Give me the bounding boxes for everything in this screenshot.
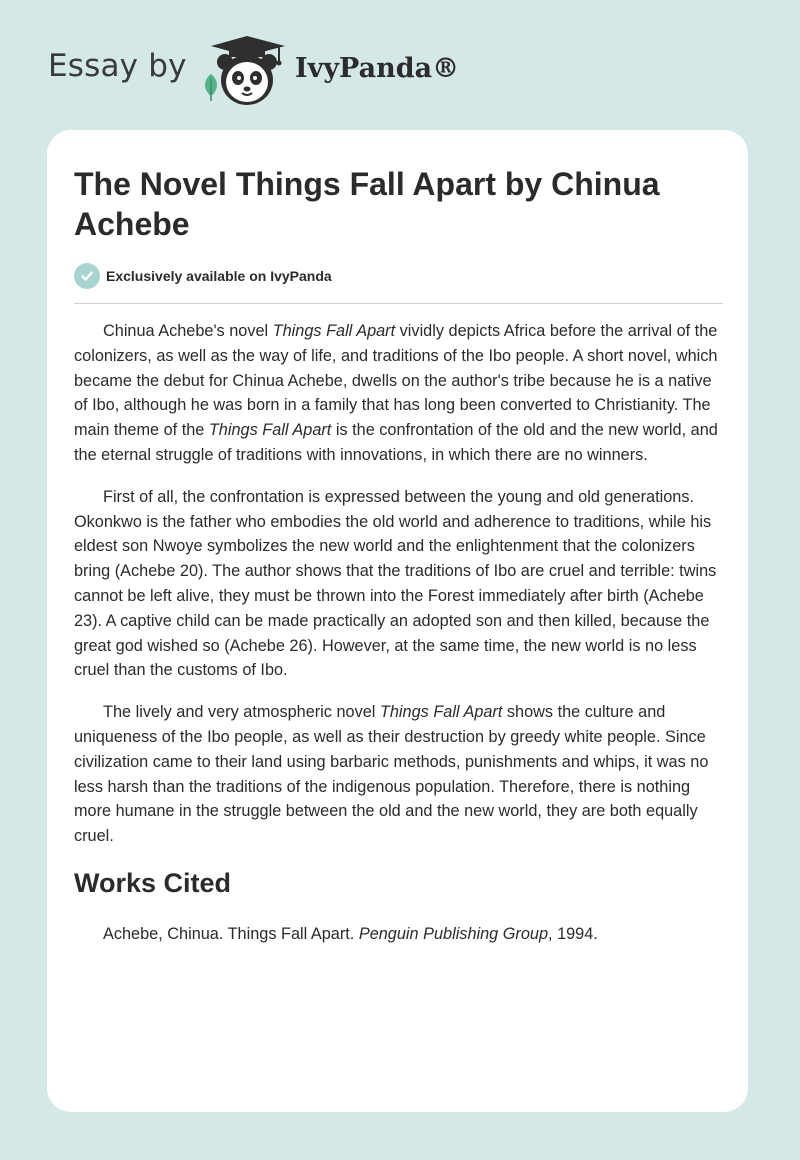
paragraph — [74, 319, 726, 468]
essay-body — [74, 319, 726, 946]
ivy-leaf-icon — [201, 72, 221, 102]
text-run: Achebe, Chinua. Things Fall Apart. — [103, 924, 359, 943]
paragraph — [74, 700, 726, 849]
ivypanda-logo-icon[interactable] — [203, 36, 293, 108]
italic-title-text: Things Fall Apart — [272, 322, 396, 340]
italic-title-text: Things Fall Apart — [379, 703, 503, 722]
italic-title-text: Things Fall Apart — [208, 421, 332, 440]
text-run: shows the culture and uniqueness of the Ibo people, as well as their destruction by greedy white people. Since civilization came to their land using barbaric methods, punishments and whips, it was no less harsh than the traditions of the indigenous population. Therefore, there is nothing more humane in the struggle between the old and the new world, they are both equally cruel. — [74, 703, 709, 846]
check-icon — [74, 263, 100, 289]
text-run: Chinua Achebe's novel — [103, 322, 273, 340]
paragraph — [74, 485, 726, 683]
exclusive-badge — [74, 262, 332, 290]
page-title: The Novel Things Fall Apart by Chinua Achebe — [74, 166, 660, 242]
badge-label: Exclusively available on IvyPanda — [106, 268, 332, 284]
works-cited-heading: Works Cited — [74, 867, 232, 898]
citation-entry — [74, 922, 726, 946]
site-header — [48, 36, 468, 108]
text-run: , 1994. — [548, 924, 598, 943]
essay-by-label: Essay by — [48, 48, 187, 84]
essay-card — [47, 130, 748, 1112]
italic-title-text: Penguin Publishing Group — [358, 924, 549, 943]
text-run: The lively and very atmospheric novel — [103, 703, 380, 722]
brand-name[interactable]: IvyPanda® — [295, 53, 460, 84]
divider — [74, 303, 723, 304]
text-run: vividly depicts Africa before the arrival of the colonizers, as well as the way of life, and traditions of the Ibo people. A short novel, which became the debut for Chinua Achebe, dwells on the author's tribe because he is a native of Ibo, although he was born in a family that has long been converted to Christianity. The main theme of the — [74, 322, 718, 440]
text-run: First of all, the confrontation is expressed between the young and old generations. Okonkwo is the father who embodies the old world and adherence to traditions, while his eldest son Nwoye symbolizes the new world and the enlightenment that the colonizers bring (Achebe 20). The author shows that the traditions of Ibo are cruel and terrible: twins cannot be left alive, they must be thrown into the Forest immediately after birth (Achebe 23). A captive child can be made practically an adopted son and then killed, because the great god wished so (Achebe 26). However, at the same time, the new world is no less cruel than the customs of Ibo. — [74, 487, 717, 680]
text-run: is the confrontation of the old and the new world, and the eternal struggle of traditions with innovations, in which there are no winners. — [74, 421, 718, 464]
